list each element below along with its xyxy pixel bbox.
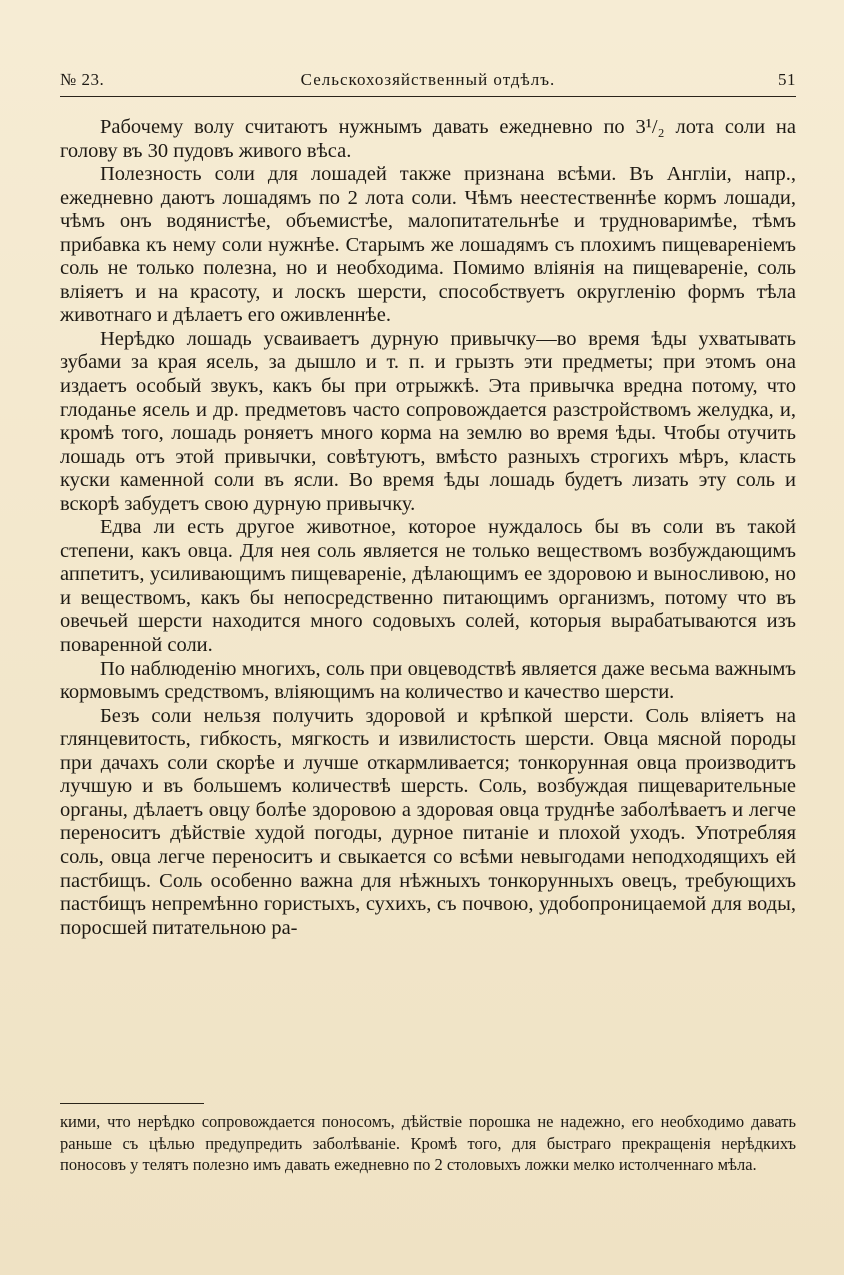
footnote-text: кими, что нерѣдко сопровождается поносомъ, дѣйствіе порошка не надежно, его необходимо давать раньше съ цѣлью предупредить заболѣваніе. Кромѣ того, для быстраго прекращенія нерѣдкихъ поносовъ у телятъ полезно имъ давать ежедневно по 2 столовыхъ ложки мелко истолченнаго мѣла. (60, 1112, 796, 1174)
issue-number: № 23. (60, 70, 105, 89)
footnote (60, 1111, 796, 1176)
header-rule (60, 96, 796, 97)
main-text (60, 116, 796, 940)
running-header (60, 70, 796, 96)
page-number: 51 (778, 70, 796, 89)
paragraph: Нерѣдко лошадь усваиваетъ дурную привычку—во время ѣды ухватывать зубами за края ясель, за дышло и т. п. и грызть эти предметы; при этомъ она издаетъ особый звукъ, какъ бы при отрыжкѣ. Эта привычка вредна потому, что глоданье ясель и др. предметовъ часто сопровождается разстройствомъ желудка, и, кромѣ того, лошадь роняетъ много корма на землю во время ѣды. Чтобы отучить лошадь отъ этой привычки, совѣтуютъ, вмѣсто разныхъ строгихъ мѣръ, класть куски каменной соли въ ясли. Во время ѣды лошадь будетъ лизать эту соль и вскорѣ забудетъ свою дурную привычку. (60, 327, 796, 515)
section-title: Сельскохозяйственный отдѣлъ. (300, 70, 556, 89)
paragraph: Полезность соли для лошадей также признана всѣми. Въ Англіи, напр., ежедневно даютъ лошадямъ по 2 лота соли. Чѣмъ неестественнѣе кормъ лошади, чѣмъ онъ водянистѣе, объемистѣе, малопитательнѣе и трудноваримѣе, тѣмъ прибавка къ нему соли нужнѣе. Старымъ же лошадямъ съ плохимъ пищевареніемъ соль не только полезна, но и необходима. Помимо вліянія на пищевареніе, соль вліяетъ и на красоту, и лоскъ шерсти, способствуетъ округленію формъ тѣла животнаго и дѣлаетъ его оживленнѣе. (60, 163, 796, 327)
paragraph: Безъ соли нельзя получить здоровой и крѣпкой шерсти. Соль вліяетъ на глянцевитость, гибкость, мягкость и извилистость шерсти. Овца мясной породы при дачахъ соли скорѣе и лучше откармливается; тонкорунная овца производитъ лучшую и въ большемъ количествѣ шерсть. Соль, возбуждая пищеварительные органы, дѣлаетъ овцу болѣе здоровою а здоровая овца труднѣе заболѣваетъ и легче переноситъ дѣйствіе худой погоды, дурное питаніе и плохой уходъ. Употребляя соль, овца легче переноситъ и свыкается со всѣми невыгодами неподходящихъ ей пастбищъ. Соль особенно важна для нѣжныхъ тонкорунныхъ овецъ, требующихъ пастбищъ непремѣнно гористыхъ, сухихъ, съ почвою, удобопроницаемой для воды, поросшей питательною ра- (60, 704, 796, 939)
paragraph: Едва ли есть другое животное, которое нуждалось бы въ соли въ такой степени, какъ овца. Для нея соль является не только веществомъ возбуждающимъ аппетитъ, усиливающимъ пищевареніе, дѣлающимъ ее здоровою и выносливою, но и веществомъ, какъ бы непосредственно питающимъ организмъ, потому что въ овечьей шерсти находится много содовыхъ солей, которыя вырабатываются изъ поваренной соли. (60, 516, 796, 657)
paragraph: Рабочему волу считаютъ нужнымъ давать ежедневно по 3¹/₂ лота соли на голову въ 30 пудовъ живого вѣса. (60, 116, 796, 162)
footnote-rule (60, 1103, 204, 1104)
paragraph: По наблюденію многихъ, соль при овцеводствѣ является даже весьма важнымъ кормовымъ средствомъ, вліяющимъ на количество и качество шерсти. (60, 657, 796, 704)
